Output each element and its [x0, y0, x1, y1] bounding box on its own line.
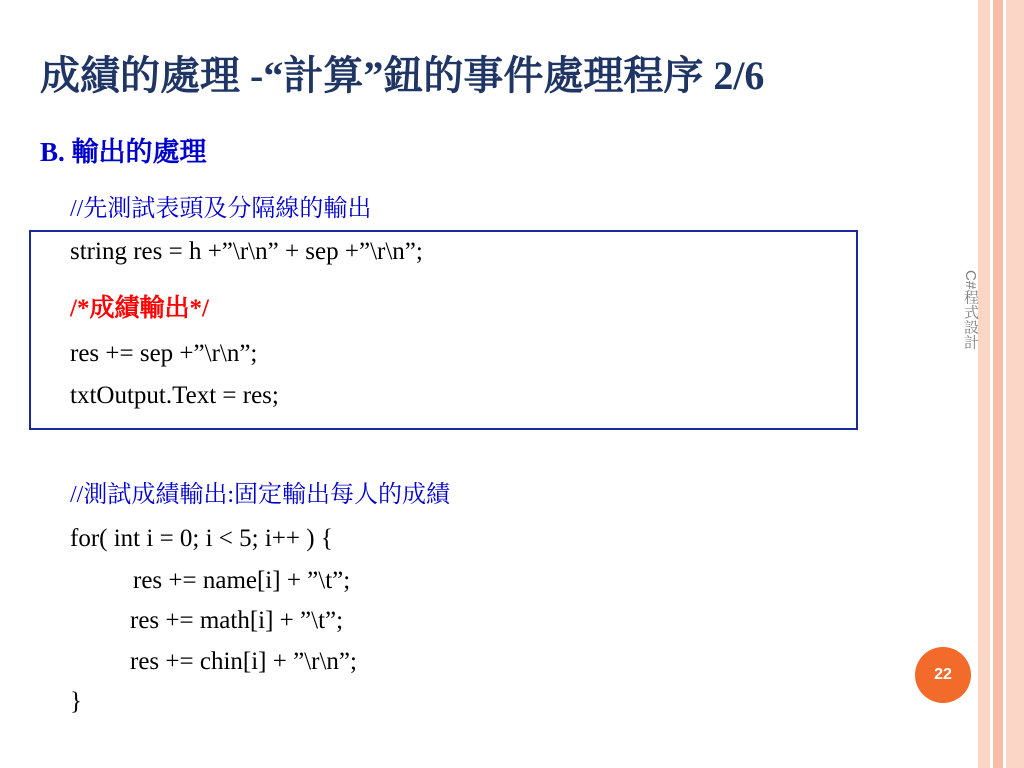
code-line: res += name[i] + ”\t”;: [133, 567, 351, 594]
slide-title: 成績的處理 -“計算”鈕的事件處理程序 2/6: [40, 53, 765, 98]
code-line: }: [70, 688, 82, 715]
course-label: C#程式設計: [962, 270, 979, 350]
code-comment-header: //先測試表頭及分隔線的輸出: [70, 196, 372, 222]
code-line: txtOutput.Text = res;: [70, 382, 279, 409]
code-line: for( int i = 0; i < 5; i++ ) {: [70, 525, 333, 552]
decor-stripe: [1006, 0, 1024, 768]
code-line: string res = h +”\r\n” + sep +”\r\n”;: [70, 238, 423, 265]
code-line: res += sep +”\r\n”;: [70, 340, 258, 367]
page-number-badge: 22: [915, 647, 971, 703]
decor-stripe: [993, 0, 1003, 768]
code-comment-scores: //測試成績輸出:固定輸出每人的成績: [70, 482, 451, 508]
code-line: res += chin[i] + ”\r\n”;: [130, 648, 357, 675]
code-line-highlight: /*成績輸出*/: [70, 295, 209, 322]
section-heading: B. 輸出的處理: [40, 137, 207, 167]
decor-stripe: [978, 0, 990, 768]
code-line: res += math[i] + ”\t”;: [130, 607, 344, 634]
